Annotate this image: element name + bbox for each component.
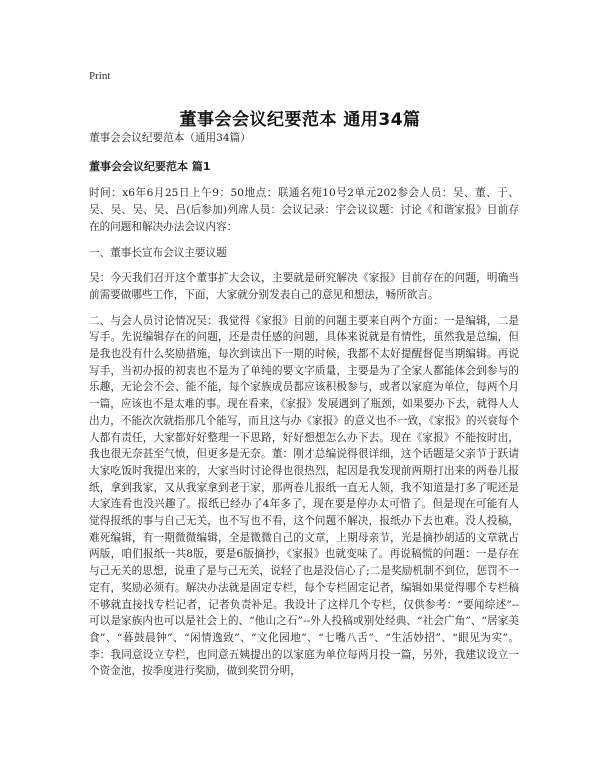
document-body — [89, 130, 519, 680]
discussion-paragraph: 二、与会人员讨论情况吴：我觉得《家报》目前的问题主要来自两个方面：一是编辑，二是写手。先说编辑存在的问题，还是责任感的问题，具体来说就是有情性，虽然我是总编，但是我也没有什么奖励措施，每次到读出下一期的时候，我都不太好提醒督促当期编辑。再说写手，当初办报的初衷也不是为了单纯的要文字质量，主要是为了全家人都能体会到参与的乐趣，无论会不会、能不能，每个家族成员都应该积极参与，或者以家庭为单位，每两个月一篇，应该也不是太难的事。现在看来，《家报》发展遇到了瓶颈，如果要办下去，就得人人出力，不能次次就指那几个能写，而且这与办《家报》的意义也不一致，《家报》的兴衰每个人都有责任，大家都好好整理一下思路，好好想想怎么办下去。现在《家报》不能按时出，我也很无奈甚至气愤，但更多是无奈。董：刚才总编说得很详细，这个话题是父亲节于跃请大家吃饭时我提出来的，大家当时讨论得也很热烈，起因是我发现前两期打出来的两卷儿报纸，拿到我家，又从我家拿到老于家，那两卷儿报纸一直无人领，我不知道是打多了呢还是大家连看也没兴趣了。报纸已经办了4年多了，现在要是停办太可惜了。但是现在可能有人觉得报纸的事与自己无关，也不写也不看，这个问题不解决，报纸办下去也难。没人投稿，难死编辑，有一期微微编辑，全是微微自己的文章，上期母亲节，光是摘抄胡适的文章就占两版，咱们报纸一共8版，要是6版摘抄，《家报》也就变味了。再说稿慌的问题：一是存在与己无关的思想，说重了是与己无关，说轻了也是没信心了;二是奖励机制不到位，惩罚不一定有，奖励必须有。解决办法就是固定专栏，每个专栏固定记者，编辑如果觉得哪个专栏稿不够就直接找专栏记者，记者负责补足。我设计了这样几个专栏，仅供参考：“要闻综述”--可以是家族内也可以是社会上的、“他山之石”--外人投稿或别处经典、“社会广角”、“居家美食”、“暮鼓晨钟”、“闲情逸致”、“文化园地”、“七嘴八舌”、“生活妙招”、“眼见为实”。李：我同意设立专栏，也同意五姨提出的以家庭为单位每两月投一篇，另外，我建议设立一个资金池，按季度进行奖励，做到奖罚分明， — [89, 314, 519, 678]
document-title: 董事会会议纪要范本 通用34篇 — [179, 110, 421, 131]
meeting-info-paragraph: 时间：x6年6月25日上午9：50地点：联通名苑10号2单元202参会人员：吴、董、于、吴、吴、吴、吴、吕(后参加)列席人员：会议记录：宇会议议题：讨论《和谐家报》目前存在的问题和解决办法会议内容： — [89, 187, 519, 233]
document-subtitle: 董事会会议纪要范本（通用34篇） — [89, 132, 251, 144]
agenda-item-one: 一、董事长宣布会议主要议题 — [89, 246, 227, 259]
print-link[interactable]: Print — [89, 70, 111, 82]
opening-remarks-paragraph: 吴：今天我们召开这个董事扩大会议，主要就是研究解决《家报》目前存在的问题，明确当前需要做哪些工作，下面，大家就分别发表自己的意见和想法，畅所欲言。 — [89, 272, 519, 301]
section-heading: 董事会会议纪要范本 篇1 — [89, 159, 211, 173]
